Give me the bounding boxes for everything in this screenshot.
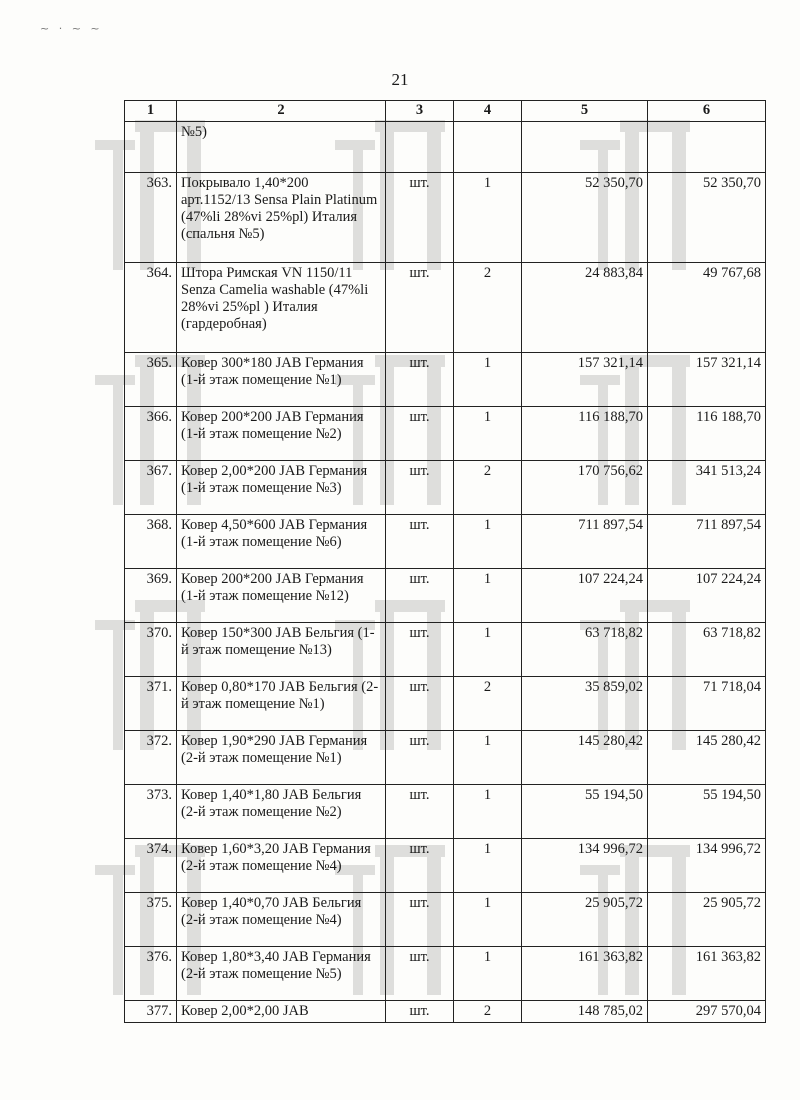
item-name: Ковер 200*200 JAB Германия (1-й этаж помещение №2): [177, 407, 386, 461]
item-total: 107 224,24: [648, 569, 766, 623]
item-total: 134 996,72: [648, 839, 766, 893]
header-cell: 3: [386, 101, 454, 122]
item-quantity: 1: [454, 407, 522, 461]
item-unit: шт.: [386, 173, 454, 263]
header-cell: 5: [522, 101, 648, 122]
item-name: Ковер 150*300 JAB Бельгия (1-й этаж помещение №13): [177, 623, 386, 677]
item-total: 49 767,68: [648, 263, 766, 353]
item-price: 148 785,02: [522, 1001, 648, 1023]
item-quantity: 2: [454, 1001, 522, 1023]
item-name: Ковер 1,80*3,40 JAB Германия (2-й этаж помещение №5): [177, 947, 386, 1001]
row-number: 367.: [125, 461, 177, 515]
item-quantity: 1: [454, 623, 522, 677]
item-total: 116 188,70: [648, 407, 766, 461]
item-name: Ковер 1,40*0,70 JAB Бельгия (2-й этаж помещение №4): [177, 893, 386, 947]
item-unit: шт.: [386, 515, 454, 569]
item-price: 145 280,42: [522, 731, 648, 785]
item-name: Ковер 300*180 JAB Германия (1-й этаж помещение №1): [177, 353, 386, 407]
table-row: [125, 785, 766, 839]
scan-marks: ~ · ~ ~: [40, 22, 103, 35]
item-quantity: 1: [454, 839, 522, 893]
table-row: [125, 173, 766, 263]
item-unit: шт.: [386, 893, 454, 947]
table-row: [125, 731, 766, 785]
item-price: 55 194,50: [522, 785, 648, 839]
item-total: [648, 122, 766, 173]
row-number: 363.: [125, 173, 177, 263]
header-cell: 6: [648, 101, 766, 122]
row-number: 364.: [125, 263, 177, 353]
page-number: 21: [391, 70, 409, 89]
item-price: 134 996,72: [522, 839, 648, 893]
item-price: 170 756,62: [522, 461, 648, 515]
item-unit: шт.: [386, 263, 454, 353]
item-name: Покрывало 1,40*200 арт.1152/13 Sensa Plain Platinum (47%li 28%vi 25%pl) Италия (спальня №5): [177, 173, 386, 263]
row-number: 376.: [125, 947, 177, 1001]
row-number: 369.: [125, 569, 177, 623]
row-number: 374.: [125, 839, 177, 893]
item-total: 71 718,04: [648, 677, 766, 731]
table-row: [125, 1001, 766, 1023]
item-price: 24 883,84: [522, 263, 648, 353]
item-price: [522, 122, 648, 173]
item-quantity: 1: [454, 893, 522, 947]
item-quantity: 1: [454, 515, 522, 569]
item-name: Ковер 2,00*2,00 JAB: [177, 1001, 386, 1023]
item-name: Ковер 2,00*200 JAB Германия (1-й этаж помещение №3): [177, 461, 386, 515]
item-name: №5): [177, 122, 386, 173]
table-row: [125, 947, 766, 1001]
item-quantity: 1: [454, 785, 522, 839]
item-unit: шт.: [386, 731, 454, 785]
item-unit: шт.: [386, 677, 454, 731]
row-number: 375.: [125, 893, 177, 947]
row-number: 371.: [125, 677, 177, 731]
item-total: 161 363,82: [648, 947, 766, 1001]
item-unit: шт.: [386, 407, 454, 461]
item-unit: шт.: [386, 461, 454, 515]
row-number: 377.: [125, 1001, 177, 1023]
item-total: 25 905,72: [648, 893, 766, 947]
item-unit: шт.: [386, 569, 454, 623]
table-row: [125, 623, 766, 677]
item-price: 161 363,82: [522, 947, 648, 1001]
item-name: Штора Римская VN 1150/11 Senza Camelia washable (47%li 28%vi 25%pl ) Италия (гардеробная): [177, 263, 386, 353]
item-total: 341 513,24: [648, 461, 766, 515]
row-number: 370.: [125, 623, 177, 677]
item-total: 711 897,54: [648, 515, 766, 569]
item-price: 107 224,24: [522, 569, 648, 623]
item-unit: [386, 122, 454, 173]
row-number: 373.: [125, 785, 177, 839]
item-unit: шт.: [386, 785, 454, 839]
item-total: 63 718,82: [648, 623, 766, 677]
item-price: 116 188,70: [522, 407, 648, 461]
item-quantity: 1: [454, 731, 522, 785]
table-row: [125, 677, 766, 731]
header-cell: 1: [125, 101, 177, 122]
item-total: 52 350,70: [648, 173, 766, 263]
table-row: [125, 515, 766, 569]
item-price: 711 897,54: [522, 515, 648, 569]
item-name: Ковер 1,90*290 JAB Германия (2-й этаж помещение №1): [177, 731, 386, 785]
item-name: Ковер 4,50*600 JAB Германия (1-й этаж помещение №6): [177, 515, 386, 569]
table-row: [125, 893, 766, 947]
item-total: 55 194,50: [648, 785, 766, 839]
item-unit: шт.: [386, 947, 454, 1001]
item-price: 25 905,72: [522, 893, 648, 947]
item-total: 157 321,14: [648, 353, 766, 407]
item-price: 157 321,14: [522, 353, 648, 407]
item-total: 145 280,42: [648, 731, 766, 785]
table-row: [125, 353, 766, 407]
item-price: 35 859,02: [522, 677, 648, 731]
item-quantity: 1: [454, 947, 522, 1001]
item-quantity: 1: [454, 173, 522, 263]
table-row: [125, 839, 766, 893]
item-name: Ковер 1,40*1,80 JAB Бельгия (2-й этаж помещение №2): [177, 785, 386, 839]
row-number: 366.: [125, 407, 177, 461]
item-total: 297 570,04: [648, 1001, 766, 1023]
table-row: [125, 569, 766, 623]
row-number: 368.: [125, 515, 177, 569]
row-number: [125, 122, 177, 173]
item-quantity: 1: [454, 569, 522, 623]
table-header-row: [125, 101, 766, 122]
table-row: [125, 122, 766, 173]
table-row: [125, 461, 766, 515]
inventory-table: [124, 100, 766, 1023]
item-unit: шт.: [386, 353, 454, 407]
item-price: 63 718,82: [522, 623, 648, 677]
item-quantity: 2: [454, 677, 522, 731]
item-name: Ковер 1,60*3,20 JAB Германия (2-й этаж помещение №4): [177, 839, 386, 893]
item-price: 52 350,70: [522, 173, 648, 263]
item-unit: шт.: [386, 623, 454, 677]
item-name: Ковер 0,80*170 JAB Бельгия (2-й этаж помещение №1): [177, 677, 386, 731]
row-number: 372.: [125, 731, 177, 785]
item-name: Ковер 200*200 JAB Германия (1-й этаж помещение №12): [177, 569, 386, 623]
table-row: [125, 407, 766, 461]
item-quantity: [454, 122, 522, 173]
item-quantity: 1: [454, 353, 522, 407]
item-unit: шт.: [386, 839, 454, 893]
table-row: [125, 263, 766, 353]
row-number: 365.: [125, 353, 177, 407]
header-cell: 4: [454, 101, 522, 122]
item-unit: шт.: [386, 1001, 454, 1023]
item-quantity: 2: [454, 263, 522, 353]
item-quantity: 2: [454, 461, 522, 515]
header-cell: 2: [177, 101, 386, 122]
